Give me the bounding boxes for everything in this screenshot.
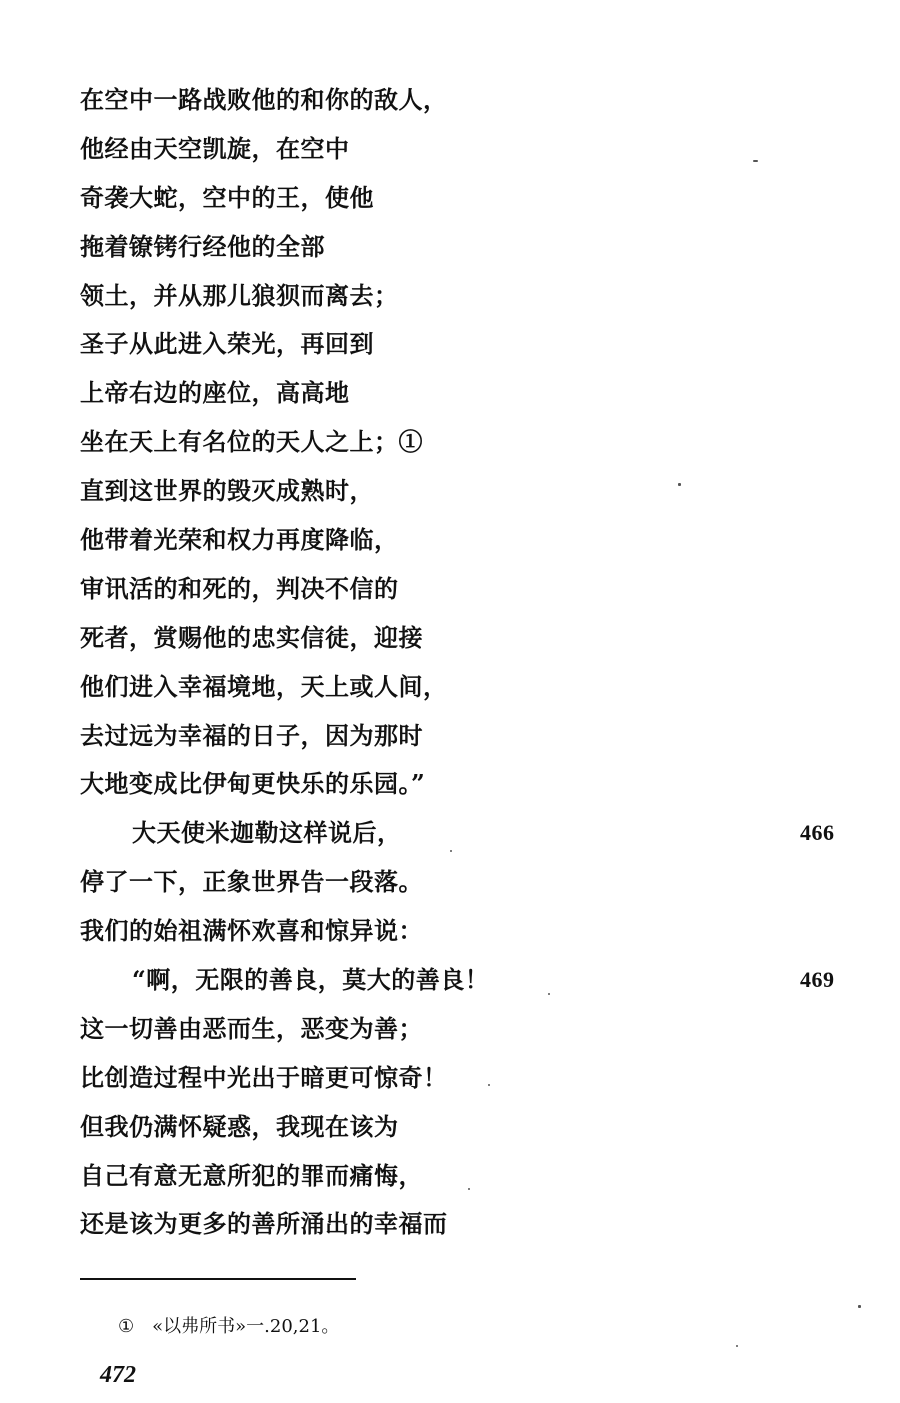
poem-line-text: “啊，无限的善良，莫大的善良！ [132,965,490,995]
poem-line: 还是该为更多的善所涌出的幸福而 [80,1209,448,1239]
poem-line: 死者，赏赐他的忠实信徒，迎接 [80,622,423,652]
scan-speck [753,160,758,162]
poem-line: 领土，并从那儿狼狈而离去； [80,280,399,310]
footnote-rule [80,1278,356,1280]
page-number: 472 [100,1362,136,1388]
footnote-text: «以弗所书»一.20,21。 [152,1316,340,1337]
poem-line: 奇袭大蛇，空中的王，使他 [80,182,374,212]
poem-line: 直到这世界的毁灭成熟时， [80,476,374,506]
poem-line: 这一切善由恶而生，恶变为善； [80,1013,423,1043]
poem-line: 去过远为幸福的日子，因为那时 [80,720,423,750]
poem-line: 他带着光荣和权力再度降临， [80,525,399,555]
footnote-mark: ① [118,1316,135,1337]
poem-line: 大地变成比伊甸更快乐的乐园。” [80,769,426,799]
line-number-466: 466 [800,820,835,846]
scan-speck [450,850,452,852]
poem-line: 自己有意无意所犯的罪而痛悔， [80,1160,423,1190]
poem-line: 审讯活的和死的，判决不信的 [80,573,399,603]
poem-line: 拖着镣铐行经他的全部 [80,231,325,261]
poem-line: 圣子从此进入荣光，再回到 [80,329,374,359]
scan-speck [858,1305,861,1308]
scan-speck [736,1345,738,1347]
poem-line [80,809,835,858]
poem-line: 上帝右边的座位，高高地 [80,378,350,408]
scan-speck [548,993,550,995]
footnote [118,1312,339,1338]
poem-line [80,956,835,1005]
poem-line: 但我仍满怀疑惑，我现在该为 [80,1111,399,1141]
scan-speck [468,1188,470,1190]
poem-line: 坐在天上有名位的天人之上；① [80,427,423,457]
scan-speck [678,483,681,486]
poem-line-text: 大天使米迦勒这样说后， [132,818,402,848]
scan-speck [488,1084,490,1086]
poem-line: 比创造过程中光出于暗更可惊奇！ [80,1062,448,1092]
poem-line: 他们进入幸福境地，天上或人间， [80,671,448,701]
line-number-469: 469 [800,967,835,993]
poem-line: 在空中一路战败他的和你的敌人， [80,85,448,114]
poem-line: 停了一下，正象世界告一段落。 [80,867,423,897]
poem-line: 我们的始祖满怀欢喜和惊异说： [80,916,423,946]
poem-text [80,76,835,1249]
poem-line: 他经由天空凯旋，在空中 [80,133,350,163]
